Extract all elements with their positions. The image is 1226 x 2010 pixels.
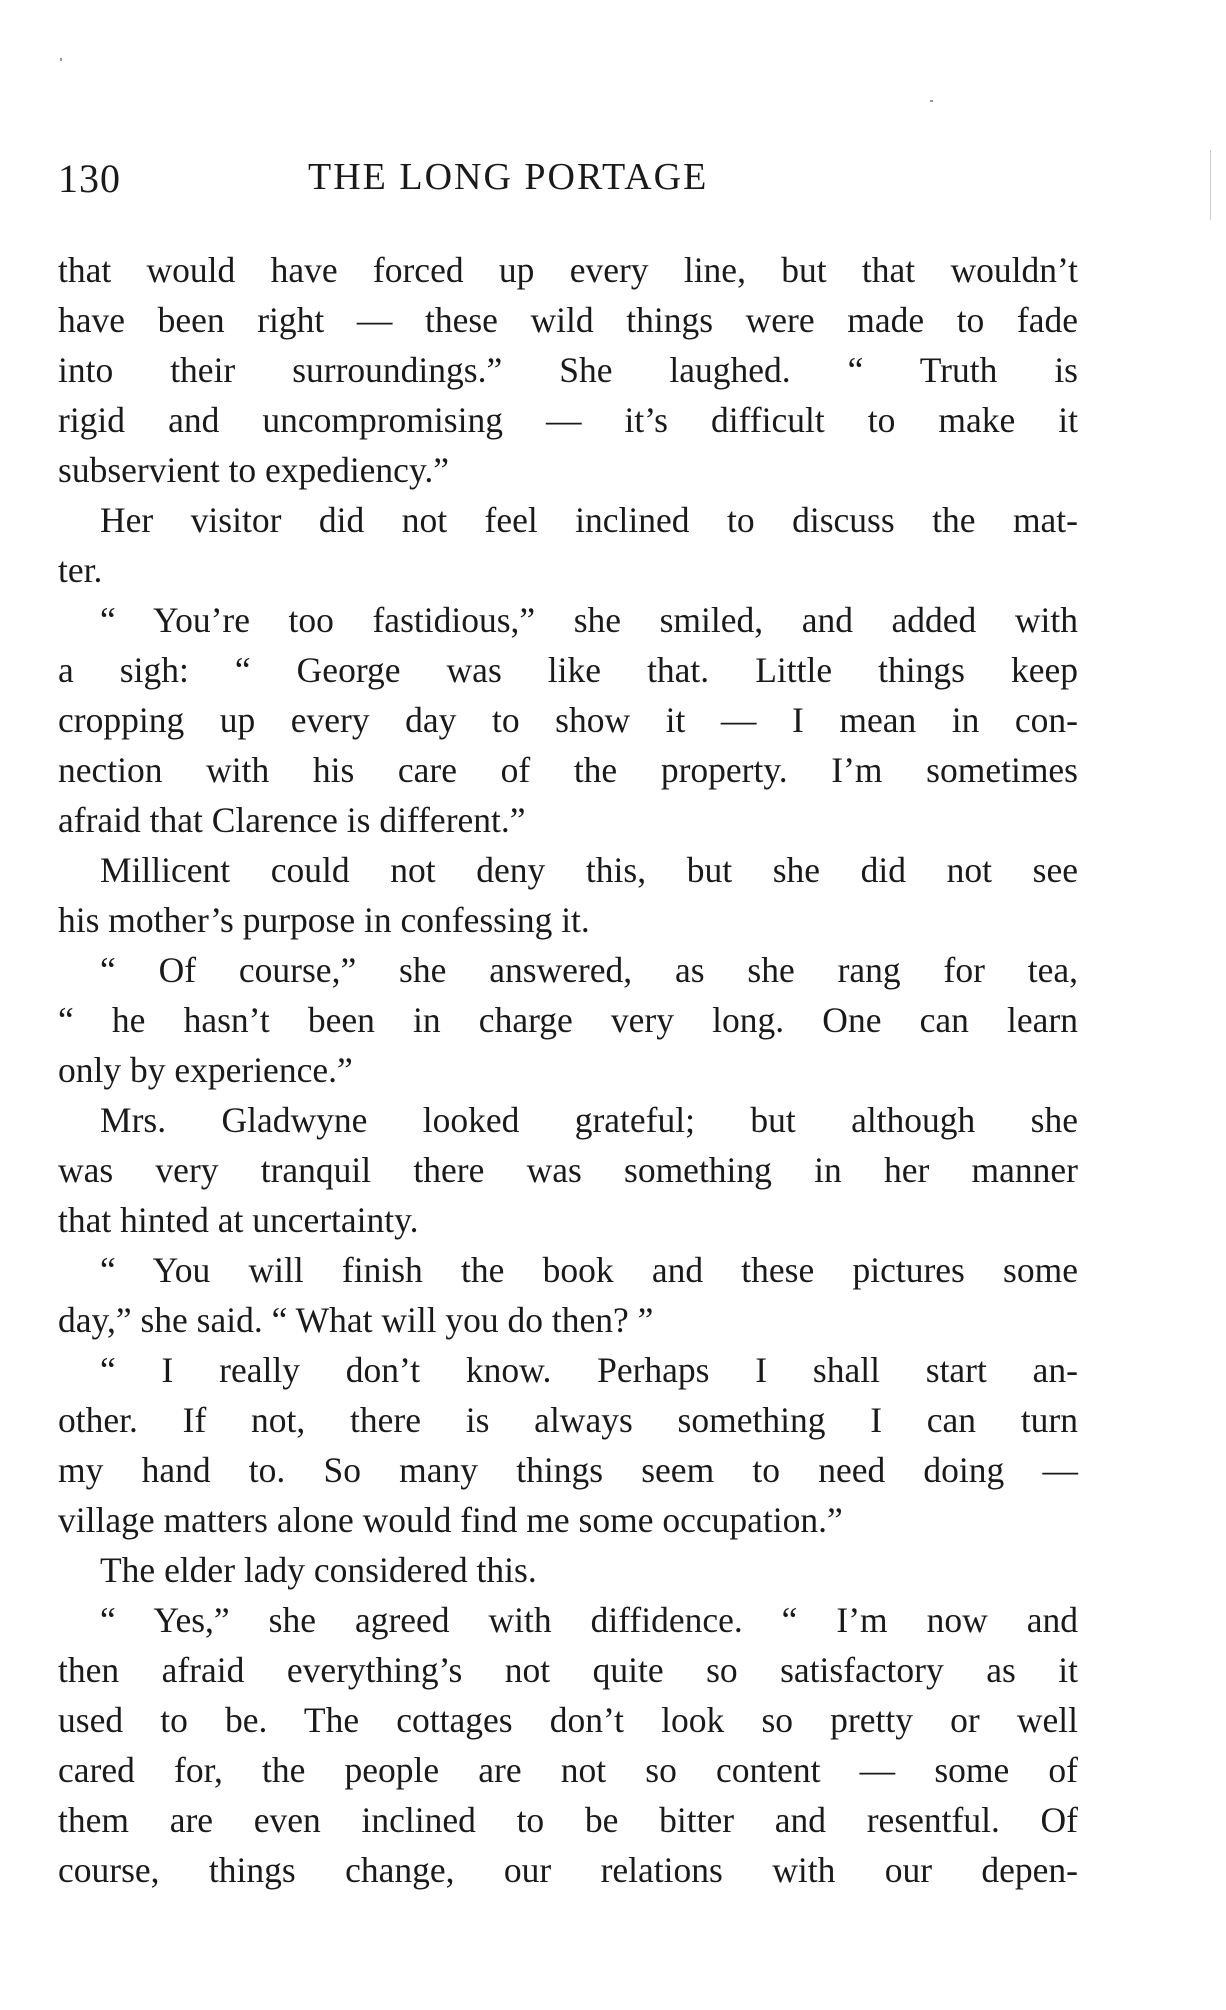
text-line: “ You’re too fastidious,” she smiled, and added with [100, 600, 1078, 640]
text-line: only by experience.” [58, 1050, 353, 1090]
text-line: subservient to expediency.” [58, 450, 450, 490]
text-line: Mrs. Gladwyne looked grateful; but although she [100, 1100, 1078, 1140]
scan-speck [60, 58, 62, 61]
text-line: his mother’s purpose in confessing it. [58, 900, 590, 940]
text-line: was very tranquil there was something in her manner [58, 1150, 1078, 1190]
text-line: “ he hasn’t been in charge very long. One can learn [58, 1000, 1078, 1040]
text-line: ter. [58, 550, 103, 590]
text-line: village matters alone would find me some occupation.” [58, 1500, 843, 1540]
text-line: into their surroundings.” She laughed. “ Truth is [58, 350, 1078, 390]
text-line: “ Of course,” she answered, as she rang for tea, [100, 950, 1078, 990]
text-line: a sigh: “ George was like that. Little things keep [58, 650, 1078, 690]
text-line: “ Yes,” she agreed with diffidence. “ I’m now and [100, 1600, 1078, 1640]
text-line: Millicent could not deny this, but she did not see [100, 850, 1078, 890]
body-text [58, 245, 1078, 1895]
text-line: that hinted at uncertainty. [58, 1200, 419, 1240]
text-line: nection with his care of the property. I’m sometimes [58, 750, 1078, 790]
text-line: The elder lady considered this. [100, 1550, 537, 1590]
text-line: rigid and uncompromising — it’s difficult to make it [58, 400, 1078, 440]
page-number: 130 [58, 156, 121, 201]
page-header [58, 155, 1078, 205]
text-line: have been right — these wild things were made to fade [58, 300, 1078, 340]
text-line: them are even inclined to be bitter and resentful. Of [58, 1800, 1078, 1840]
scan-edge-mark [1210, 150, 1211, 220]
text-line: “ You will finish the book and these pictures some [100, 1250, 1078, 1290]
text-line: cared for, the people are not so content — some of [58, 1750, 1078, 1790]
text-line: that would have forced up every line, but that wouldn’t [58, 250, 1078, 290]
scan-speck [930, 100, 933, 102]
text-line: other. If not, there is always something I can turn [58, 1400, 1078, 1440]
text-line: Her visitor did not feel inclined to discuss the mat- [100, 500, 1078, 540]
text-line: cropping up every day to show it — I mean in con- [58, 700, 1078, 740]
text-line: course, things change, our relations with our depen- [58, 1850, 1078, 1890]
text-line: day,” she said. “ What will you do then? ” [58, 1300, 654, 1340]
text-line: afraid that Clarence is different.” [58, 800, 526, 840]
text-line: then afraid everything’s not quite so satisfactory as it [58, 1650, 1078, 1690]
text-line: my hand to. So many things seem to need doing — [58, 1450, 1078, 1490]
text-line: used to be. The cottages don’t look so pretty or well [58, 1700, 1078, 1740]
text-line: “ I really don’t know. Perhaps I shall start an- [100, 1350, 1078, 1390]
running-title: THE LONG PORTAGE [308, 156, 709, 198]
